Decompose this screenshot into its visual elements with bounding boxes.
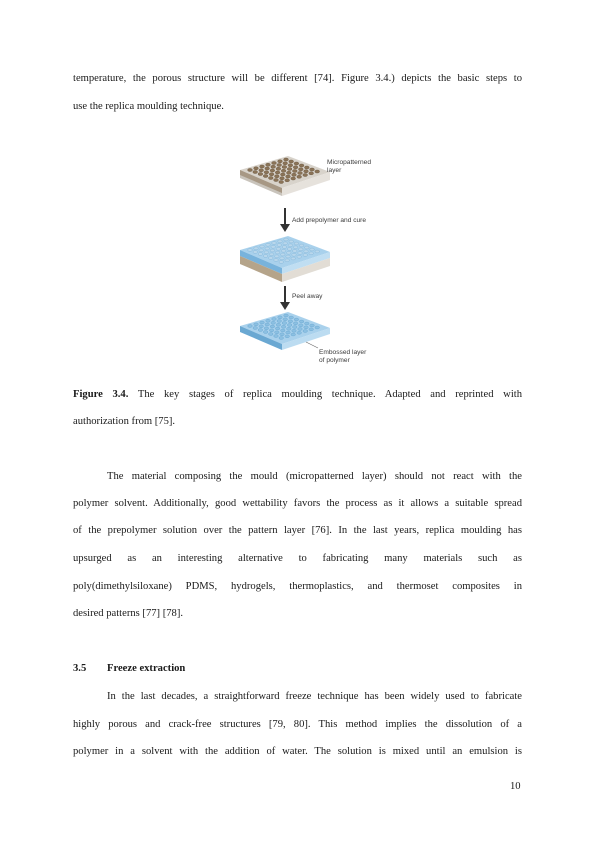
pattern-feature (287, 168, 292, 171)
pattern-feature (287, 324, 291, 327)
arrow-1 (280, 208, 290, 232)
pattern-feature (263, 331, 267, 334)
pattern-feature (286, 255, 290, 258)
pattern-feature (285, 179, 290, 182)
pattern-feature (281, 169, 286, 172)
pattern-feature (292, 329, 296, 332)
pattern-feature (282, 322, 286, 325)
pattern-feature (282, 166, 287, 169)
pattern-feature (297, 331, 301, 334)
pattern-feature (310, 324, 314, 327)
pattern-feature (283, 242, 287, 245)
micropatterned-mould-top (240, 156, 330, 196)
figure-caption-line1 (73, 388, 522, 402)
pattern-feature (294, 242, 298, 245)
pattern-feature (259, 169, 264, 172)
pattern-feature (269, 257, 273, 260)
pattern-feature (283, 318, 287, 321)
pattern-feature (274, 179, 279, 182)
paragraph2-line4: upsurged as an interesting alternative to fabricating many materials such as (73, 553, 522, 564)
pattern-feature (266, 319, 270, 322)
pattern-feature (310, 248, 314, 251)
pattern-feature (297, 255, 301, 258)
label-micropatterned-2: layer (327, 167, 342, 174)
pattern-feature (287, 248, 291, 251)
pattern-feature (281, 173, 286, 176)
pattern-feature (281, 329, 285, 332)
pattern-feature (304, 170, 309, 173)
pattern-feature (271, 165, 276, 168)
section-number: 3.5 (73, 663, 87, 674)
pattern-feature (287, 327, 291, 330)
label-embossed-1: Embossed layer (319, 349, 367, 356)
pattern-feature (305, 166, 310, 169)
pattern-feature (271, 321, 275, 324)
pattern-feature (310, 168, 315, 171)
pattern-feature (299, 248, 303, 251)
pattern-feature (289, 240, 293, 243)
paragraph1-line1: temperature, the porous structure will be different [74]. Figure 3.4.) depicts the basic steps to (73, 73, 522, 84)
pattern-feature (289, 316, 293, 319)
pattern-feature (292, 253, 296, 256)
pattern-feature (299, 320, 303, 323)
pattern-feature (288, 320, 292, 323)
pattern-feature (260, 165, 265, 168)
pattern-feature (284, 238, 288, 241)
pattern-feature (254, 323, 258, 326)
label-add-prepolymer: Add prepolymer and cure (292, 217, 367, 224)
replica-moulding-figure (230, 150, 400, 372)
pattern-feature (298, 172, 303, 175)
pattern-feature (291, 177, 296, 180)
pattern-feature (253, 327, 257, 330)
figure-caption-label: Figure 3.4. (73, 389, 129, 400)
pattern-feature (263, 255, 267, 258)
pattern-feature (266, 163, 271, 166)
pattern-feature (292, 173, 297, 176)
pattern-feature (304, 326, 308, 329)
pattern-feature (289, 160, 294, 163)
pattern-feature (271, 245, 275, 248)
pattern-feature (297, 175, 302, 178)
pattern-feature (288, 164, 293, 167)
pattern-feature (274, 259, 278, 262)
pattern-feature (270, 169, 275, 172)
pattern-feature (294, 318, 298, 321)
pattern-feature (259, 325, 263, 328)
pattern-feature (276, 167, 281, 170)
pattern-feature (269, 329, 273, 332)
pattern-feature (284, 158, 289, 161)
paragraph2-line5: poly(dimethylsiloxane) PDMS, hydrogels, thermoplastics, and thermoset composites in (73, 581, 522, 592)
replica-moulding-diagram (230, 150, 400, 372)
pattern-feature (258, 253, 262, 256)
pattern-feature (277, 244, 281, 247)
pattern-feature (280, 257, 284, 260)
label-peel-away: Peel away (292, 293, 323, 300)
pattern-feature (303, 254, 307, 257)
pattern-feature (303, 330, 307, 333)
pattern-feature (280, 177, 285, 180)
pattern-feature (265, 247, 269, 250)
pattern-feature (272, 242, 276, 245)
pattern-feature (275, 255, 279, 258)
pattern-feature (285, 335, 289, 338)
pattern-feature (315, 250, 319, 253)
leader-line (306, 342, 318, 348)
pattern-feature (299, 244, 303, 247)
pattern-feature (253, 251, 257, 254)
paragraph3-line1: In the last decades, a straightforward freeze technique has been widely used to fabricate (107, 691, 522, 702)
pattern-feature (269, 173, 274, 176)
pattern-feature (274, 335, 278, 338)
pattern-feature (298, 252, 302, 255)
pattern-feature (281, 325, 285, 328)
pattern-feature (258, 329, 262, 332)
pattern-feature (248, 325, 252, 328)
pattern-feature (270, 249, 274, 252)
pattern-feature (275, 331, 279, 334)
pattern-feature (286, 331, 290, 334)
pattern-feature (288, 244, 292, 247)
pattern-feature (293, 170, 298, 173)
pattern-feature (293, 250, 297, 253)
pattern-feature (259, 249, 263, 252)
pattern-feature (269, 253, 273, 256)
pattern-feature (305, 246, 309, 249)
pattern-feature (270, 325, 274, 328)
pattern-feature (265, 167, 270, 170)
pattern-feature (291, 257, 295, 260)
arrow-2 (280, 286, 290, 310)
pattern-feature (291, 333, 295, 336)
paragraph2-line3: of the prepolymer solution over the pattern layer [76]. In the last years, replica moulding has (73, 525, 522, 536)
pattern-feature (278, 160, 283, 163)
label-embossed-2: of polymer (319, 357, 350, 364)
pattern-feature (276, 323, 280, 326)
pattern-feature (278, 240, 282, 243)
pattern-feature (303, 174, 308, 177)
section-title: Freeze extraction (107, 663, 186, 674)
pattern-feature (309, 172, 314, 175)
pattern-feature (309, 328, 313, 331)
pattern-feature (275, 327, 279, 330)
pattern-feature (285, 259, 289, 262)
pattern-feature (286, 175, 291, 178)
pattern-feature (269, 333, 273, 336)
pattern-feature (299, 164, 304, 167)
pattern-feature (275, 175, 280, 178)
embossed-polymer-layer (240, 312, 330, 350)
pattern-feature (304, 250, 308, 253)
figure-caption-text: The key stages of replica moulding technique. Adapted and reprinted with (128, 389, 522, 400)
pattern-feature (275, 171, 280, 174)
pattern-feature (283, 162, 288, 165)
pattern-feature (260, 321, 264, 324)
pattern-feature (275, 251, 279, 254)
pattern-feature (264, 171, 269, 174)
pattern-feature (293, 246, 297, 249)
pattern-feature (299, 168, 304, 171)
pattern-feature (293, 322, 297, 325)
pattern-feature (269, 177, 274, 180)
pattern-feature (254, 247, 258, 250)
pattern-feature (264, 327, 268, 330)
pattern-feature (260, 245, 264, 248)
label-micropatterned-1: Micropatterned (327, 159, 371, 166)
pattern-feature (253, 171, 258, 174)
pattern-feature (293, 166, 298, 169)
page-number: 10 (510, 781, 521, 792)
pattern-feature (309, 252, 313, 255)
pattern-feature (287, 171, 292, 174)
pattern-feature (248, 249, 252, 252)
pattern-feature (248, 169, 253, 172)
pattern-feature (276, 247, 280, 250)
pattern-feature (281, 249, 285, 252)
pattern-feature (264, 251, 268, 254)
pattern-feature (279, 181, 284, 184)
pattern-feature (280, 333, 284, 336)
pattern-feature (293, 326, 297, 329)
pattern-feature (277, 320, 281, 323)
pattern-feature (272, 162, 277, 165)
pattern-feature (279, 261, 283, 264)
pattern-feature (299, 324, 303, 327)
pattern-feature (263, 175, 268, 178)
pattern-feature (282, 246, 286, 249)
pattern-feature (287, 251, 291, 254)
pattern-feature (305, 322, 309, 325)
paragraph2-line6: desired patterns [77] [78]. (73, 608, 184, 619)
pattern-feature (284, 314, 288, 317)
pattern-feature (281, 253, 285, 256)
pattern-feature (254, 167, 259, 170)
pattern-feature (258, 173, 263, 176)
mould-with-prepolymer (240, 236, 330, 282)
paragraph3-line2: highly porous and crack-free structures [79, 80]. This method implies the dissolution of a (73, 719, 522, 730)
pattern-feature (277, 164, 282, 167)
figure-caption-line2: authorization from [75]. (73, 416, 176, 427)
pattern-feature (266, 243, 270, 246)
paragraph1-line2: use the replica moulding technique. (73, 101, 224, 112)
pattern-feature (278, 316, 282, 319)
paragraph2-line1: The material composing the mould (micropatterned layer) should not react with the (107, 471, 522, 482)
pattern-feature (279, 337, 283, 340)
pattern-feature (265, 323, 269, 326)
pattern-feature (294, 162, 299, 165)
pattern-feature (272, 318, 276, 321)
pattern-feature (315, 170, 320, 173)
paragraph2-line2: polymer solvent. Additionally, good wettability favors the process as it allows a suitable spread (73, 498, 522, 509)
pattern-feature (298, 328, 302, 331)
pattern-feature (315, 326, 319, 329)
paragraph3-line3: polymer in a solvent with the addition of water. The solution is mixed until an emulsion is (73, 746, 522, 757)
